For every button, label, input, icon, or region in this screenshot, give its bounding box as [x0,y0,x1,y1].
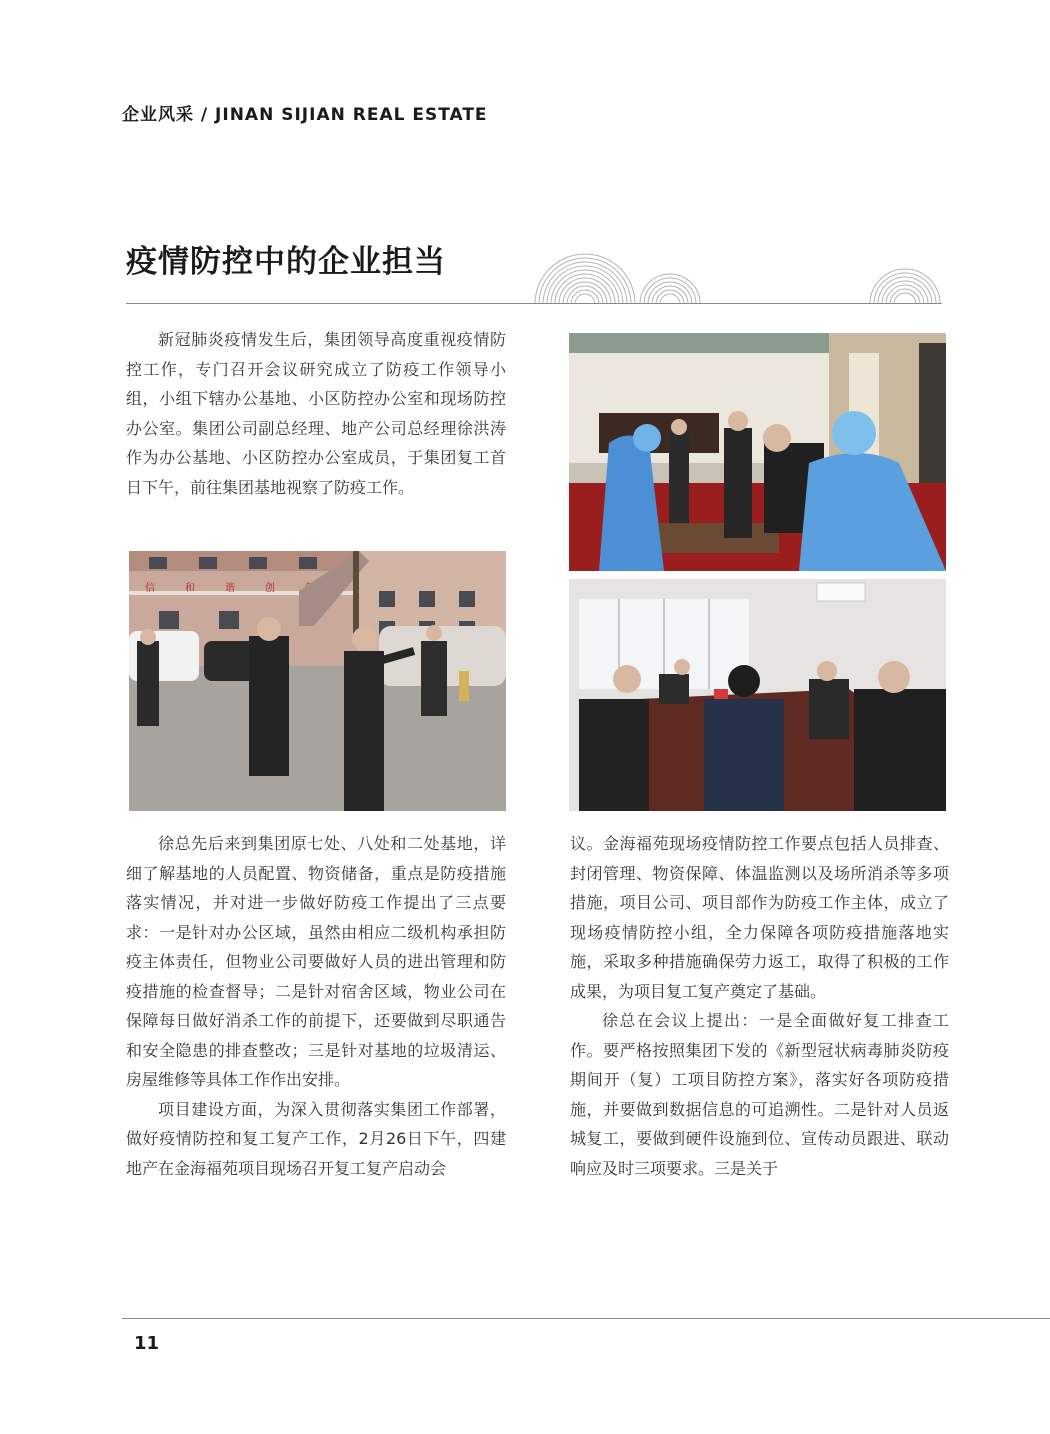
banner-char: 谐 [225,583,235,594]
photo-temperature-check [569,333,946,571]
section-header: 企业风采 / JINAN SIJIAN REAL ESTATE [122,105,488,125]
decorative-arcs-icon [520,240,950,304]
banner-char: 信 [145,583,155,594]
photo-base-inspection [129,551,506,811]
intro-paragraph: 新冠肺炎疫情发生后，集团领导高度重视疫情防控工作，专门召开会议研究成立了防疫工作领导小组，小组下辖办公基地、小区防控办公室和现场防控办公室。集团公司副总经理、地产公司总经理徐洪涛作为办公基地、小区防控办公室成员，于集团复工首日下午，前往集团基地视察了防疫工作。 [126,330,506,497]
banner-char: 创 [265,583,275,594]
paragraph-meeting-requirements: 徐总在会议上提出：一是全面做好复工排查工作。要严格按照集团下发的《新型冠状病毒肺炎防疫期间开（复）工项目防控方案》，落实好各项防疫措施，并要做到数据信息的可追溯性。二是针对人员返城复工，要做到硬件设施到位、宣传动员跟进、联动响应及时三项要求。三是关于 [570,1011,949,1178]
banner-char: 和 [185,583,195,594]
intro-text [126,325,506,502]
paragraph-site-measures: 议。金海福苑现场疫情防控工作要点包括人员排查、封闭管理、物资保障、体温监测以及场所消杀等多项措施，项目公司、项目部作为防疫工作主体，成立了现场疫情防控小组，全力保障各项防疫措施落地实施，采取多种措施确保劳力返工，取得了积极的工作成果，为项目复工复产奠定了基础。 [570,834,949,1001]
photo-meeting [569,579,946,811]
footer-divider [122,1318,1050,1319]
left-column-text [126,829,506,1183]
right-column-text [570,829,949,1183]
paragraph-project-construction: 项目建设方面，为深入贯彻落实集团工作部署，做好疫情防控和复工复产工作，2月26日下午，四建地产在金海福苑项目现场召开复工复产启动会 [126,1099,506,1178]
article-title: 疫情防控中的企业担当 [126,244,446,280]
title-divider [126,303,942,304]
page-number: 11 [134,1333,160,1354]
paragraph-inspection: 徐总先后来到集团原七处、八处和二处基地，详细了解基地的人员配置、物资储备，重点是防疫措施落实情况，并对进一步做好防疫工作提出了三点要求：一是针对办公区域，虽然由相应二级机构承担防疫主体责任，但物业公司要做好人员的进出管理和防疫措施的检查督导；二是针对宿舍区域，物业公司在保障每日做好消杀工作的前提下，还要做到尽职通告和安全隐患的排查整改；三是针对基地的垃圾清运、房屋维修等具体工作作出安排。 [126,834,506,1089]
